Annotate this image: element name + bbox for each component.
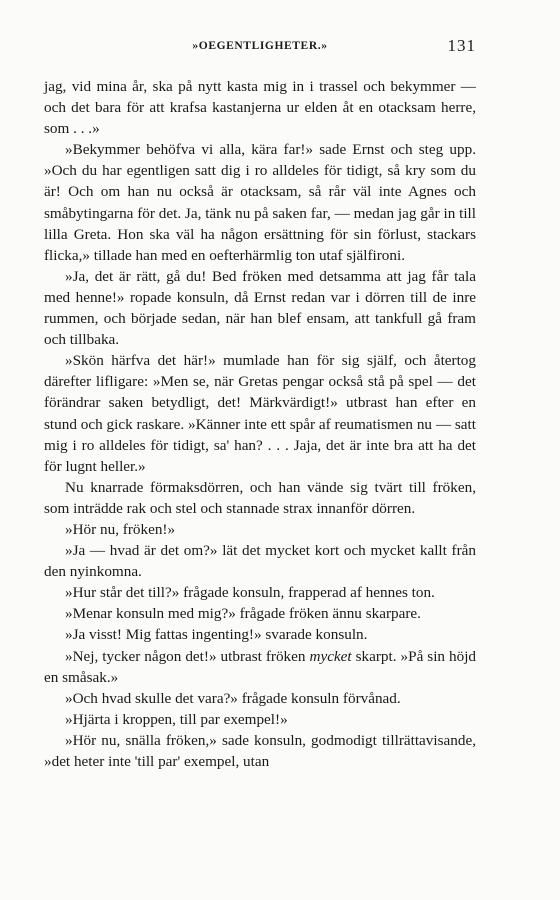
paragraph: »Hjärta i kroppen, till par exempel!» <box>65 710 288 728</box>
paragraph: »Menar konsuln med mig?» frågade fröken ännu skarpare. <box>65 605 421 623</box>
paragraph: »Hur står det till?» frågade konsuln, frapperad af hennes ton. <box>65 584 435 602</box>
paragraph: »Skön härfva det här!» mumlade han för sig själf, och återtog därefter lifligare: »Men se, när Gretas pengar också stå på spel — det förändrar saken betydligt, det! Märkvärdigt!» utbrast han efter en stund och gick raskare. »Känner inte ett spår af reumatismen nu — satt mig i ro alldeles för tidigt, sa' han? . . . Jaja, det är inte bra att ha det för lugnt heller.» <box>44 352 476 475</box>
body-text <box>44 76 476 772</box>
paragraph-text: »Nej, tycker någon det!» utbrast fröken <box>65 647 310 665</box>
paragraph: »Hör nu, snälla fröken,» sade konsuln, godmodigt tillrättavisande, »det heter inte 'till par' exempel, utan <box>44 731 476 770</box>
paragraph: »Bekymmer behöfva vi alla, kära far!» sade Ernst och steg upp. »Och du har egentligen satt dig i ro alldeles för tidigt, så kry som du är! Och om han nu också är otacksam, så rår väl inte Agnes och småbytingarna för det. Ja, tänk nu på saken far, — medan jag går in till lilla Greta. Hon ska väl ha någon ersättning för sin förlust, stackars flicka,» tillade han med en oefterhärmlig ton utaf själfironi. <box>44 141 476 264</box>
paragraph: Nu knarrade förmaksdörren, och han vände sig tvärt till fröken, som inträdde rak och stel och stannade strax innanför dörren. <box>44 478 476 517</box>
paragraph: »Ja — hvad är det om?» lät det mycket kort och mycket kallt från den nyinkomna. <box>44 542 476 581</box>
paragraph: »Och hvad skulle det vara?» frågade konsuln förvånad. <box>65 689 401 707</box>
emphasized-word: mycket <box>309 647 352 665</box>
paragraph <box>44 646 476 688</box>
paragraph: »Ja, det är rätt, gå du! Bed fröken med detsamma att jag får tala med henne!» ropade konsuln, då Ernst redan var i dörren till de inre rummen, och började sedan, när han blef ensam, att tankfull gå fram och tillbaka. <box>44 267 476 349</box>
paragraph: »Hör nu, fröken!» <box>65 520 176 538</box>
running-title: »OEGENTLIGHETER.» <box>192 40 328 52</box>
paragraph-text: skarpt. »På sin höjd en småsak.» <box>44 647 477 686</box>
paragraph: »Ja visst! Mig fattas ingenting!» svarade konsuln. <box>65 626 368 644</box>
running-head <box>44 36 476 60</box>
page-number: 131 <box>447 36 476 55</box>
paragraph: jag, vid mina år, ska på nytt kasta mig in i trassel och bekymmer — och det bara för att krafsa kastanjerna ur elden åt en otacksam herre, som . . .» <box>44 78 476 138</box>
